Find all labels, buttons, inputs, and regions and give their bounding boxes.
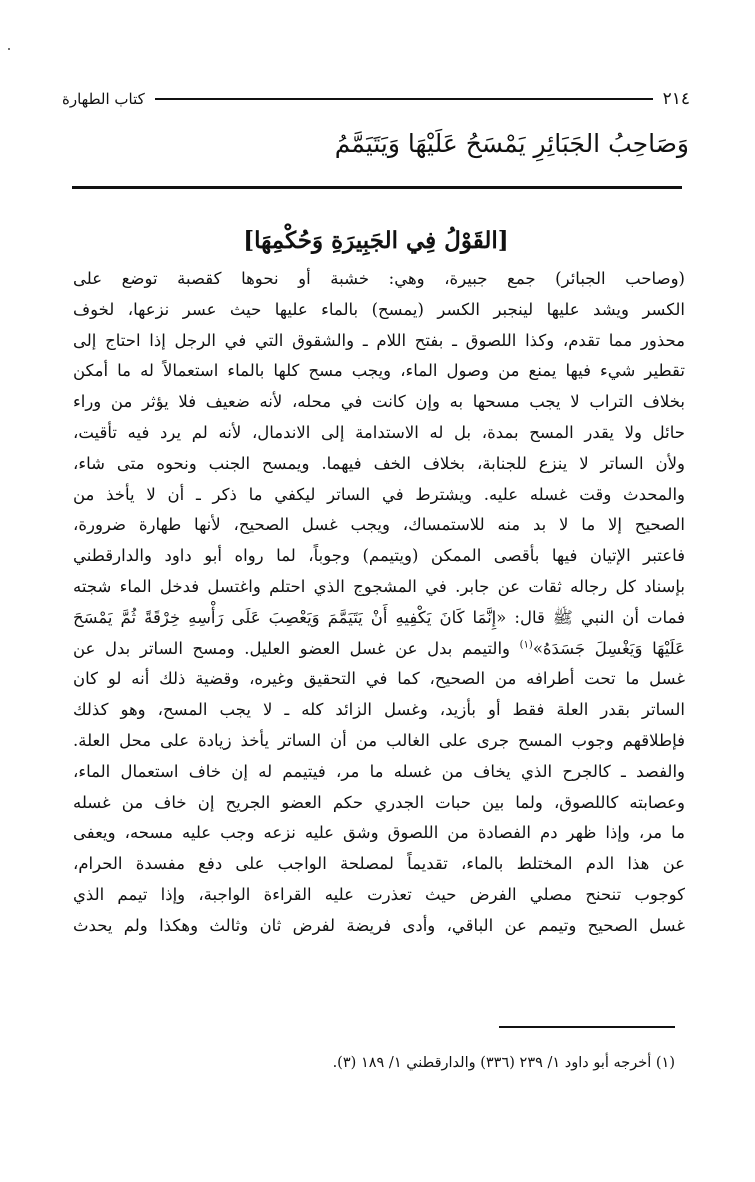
body-line: ولأن الساتر لا ينزع للجنابة، بخلاف الخف فيهما. ويمسح الجنب ونحوه متى شاء، [73,453,685,473]
page-number: ٢١٤ [662,89,690,109]
body-line: الساتر بقدر العلة فقط أو بأزيد، وغسل الزائد كله ـ لا يجب المسح، وهو كذلك [73,700,685,720]
header-rule [155,98,653,100]
book-title: كتاب الطهارة [62,90,145,108]
margin-dot [8,48,10,50]
body-line: تقطير شيء فيها يمنع من وصول الماء، ويجب مسح كلها بالماء استعمالاً له ما أمكن [73,361,685,381]
matn-divider [72,186,682,189]
body-line: الكسر ويشد عليها لينجبر الكسر (يمسح) بالماء عليها حيث عسر نزعها، لخوف [73,299,685,319]
body-line: بخلاف التراب لا يجب مسحها به وإن كانت في محله، لأنه ضعيف فلا يؤثر من وراء [73,392,685,412]
body-line: حائل ولا يقدر المسح بمدة، بل له الاستدامة إلى الاندمال، لأنه لم يرد فيه تأقيت، [73,422,685,442]
body-line: (وصاحب الجبائر) جمع جبيرة، وهي: خشبة أو نحوها كقصبة توضع على [73,269,685,288]
footnote: (١) أخرجه أبو داود ١/ ٢٣٩ (٣٣٦) والدارقطني ١/ ١٨٩ (٣). [332,1055,675,1071]
matn-text: وَصَاحِبُ الجَبَائِرِ يَمْسَحُ عَلَيْهَا وَيَتَيَمَّمُ [334,129,689,158]
body-line: والمحدث وقت غسله عليه. ويشترط في الساتر ليكفي ما ذكر ـ أن لا يأخذ من [73,484,685,504]
body-line: فإطلاقهم وجوب المسح جرى على الغالب من أن الساتر يأخذ زيادة على محل العلة. [73,730,685,750]
body-line: والفصد ـ كالجرح الذي يخاف من غسله ما مر، فيتيمم له إن خاف استعمال الماء، [73,761,685,781]
body-line: ما مر، وإذا ظهر دم الفصادة من اللصوق وشق عليه نزعه وجب عليه مسحه، ويعفى [73,823,685,843]
body-line: بإسناد كل رجاله ثقات عن جابر. في المشجوج الذي احتلم واغتسل فدخل الماء شجته [73,576,685,596]
section-heading: [القَوْلُ فِي الجَبِيرَةِ وَحُكْمِهَا] [243,227,509,254]
running-header [62,86,690,112]
footnote-divider [499,1026,675,1028]
body-line: محذور مما تقدم، وكذا اللصوق ـ بفتح اللام ـ والشقوق التي في الرجل إذا احتاج إلى [73,330,685,350]
body-line: كوجوب تنحنح مصلي الفرض حيث تعذرت عليه القراءة الواجبة، وإذا تيمم الذي [73,884,685,904]
body-line: الصحيح إلا ما لا بد منه للاستمساك، ويجب غسل الصحيح، لأنها طهارة ضرورة، [73,515,685,535]
body-line: فاعتبر الإتيان فيها بأقصى الممكن (ويتيمم) وجوباً، لما رواه أبو داود والدارقطني [73,546,685,566]
body-line-with-footnote [73,634,685,665]
commentary-body [73,264,685,942]
body-line: غسل الصحيح وتيمم عن الباقي، وأدى فريضة لفرض ثان وثالث وهكذا ولم يحدث [73,915,685,935]
hadith-end: عَلَيْهَا وَيَغْسِلَ جَسَدَهُ» [532,638,685,658]
body-line: غسل ما تحت أطرافه من الصحيح، كما في التحقيق وغيره، وقضية ذلك أنه لو كان [73,669,685,689]
body-line: فمات أن النبي ﷺ قال: «إِنَّمَا كَانَ يَكْفِيهِ أَنْ يَتَيَمَّمَ وَيَعْصِبَ عَلَى رَأْسِهِ خِرْقَةً ثُمَّ يَمْسَحَ [73,607,685,627]
footnote-marker: (١) [519,639,533,651]
body-line: وعصابته كاللصوق، ولما بين حبات الجدري حكم العضو الجريح إن خاف من غسله [73,792,685,812]
line-continuation: والتيمم بدل عن غسل العضو العليل. ومسح الساتر بدل عن [73,638,511,658]
body-line: عن هذا الدم المختلط بالماء، تقديماً لمصلحة الواجب على دفع مفسدة الحرام، [73,854,685,874]
